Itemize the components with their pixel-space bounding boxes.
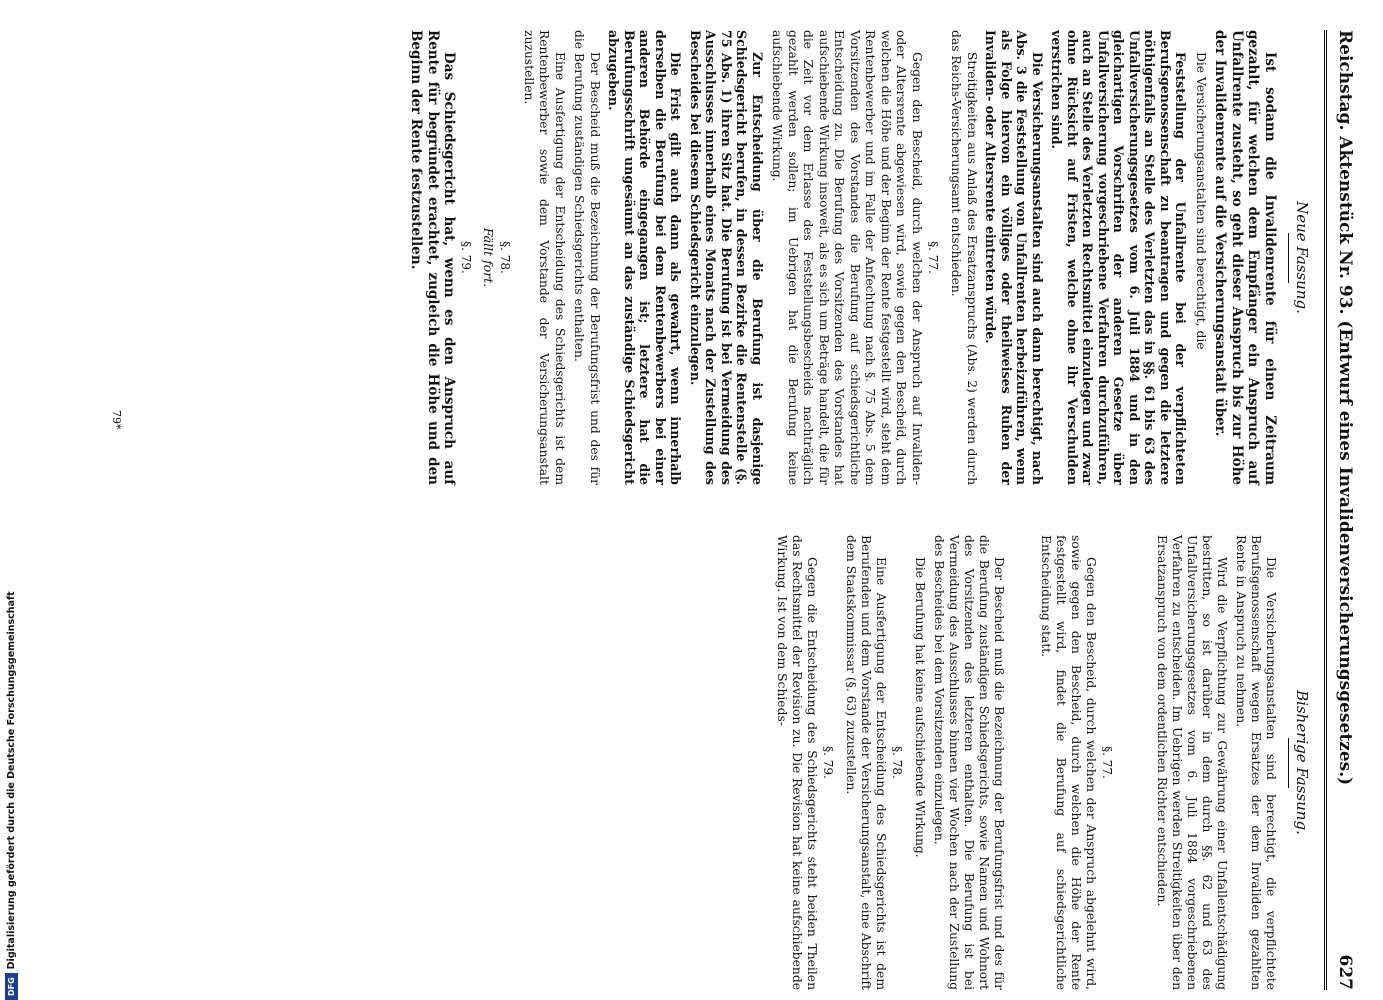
paragraph: Eine Ausfertigung der Entscheidung des Schiedsgerichts ist dem Rentenbewerber sowie dem Vorstande der Versicherungsanstalt zuzustellen. [522,30,567,485]
paragraph: Eine Ausfertigung der Entscheidung des Schiedsgerichts ist dem Berufenden und dem Vorstande der Versicherungsanstalt, eine Abschrift dem Staatskommissar (§. 63) zuzustellen. [844,535,888,990]
omitted-note: Fällt fort. [481,227,497,288]
paragraph: Gegen die Entscheidung des Schiedsgerichts steht beiden Theilen das Rechtsmittel der Revision zu. Die Revision hat keine aufschiebende Wirkung. Ist von dem Schieds- [775,535,819,990]
paragraph: Die Berufung hat keine aufschiebende Wirkung. [913,557,927,858]
paragraph: Der Bescheid muß die Bezeichnung der Berufungsfrist und des für die Berufung zuständigen Schiedsgerichts enthalten. [572,30,602,485]
paragraph: Gegen den Bescheid, durch welchen der Anspruch auf Invaliden- oder Altersrente abgewiesen wird, sowie gegen den Bescheid, durch welchen die Höhe und der Beginn der Rente festgestellt wird, steht dem Rentenbewerber und im Falle der Anfechtung nach §. 75 Abs. 5 dem Vorsitzenden des Vorstandes die Berufung auf schiedsgerichtliche Entscheidung zu. Die Berufung des Vorsitzenden des Vorstandes hat aufschiebende Wirkung insoweit, als es sich um Beträge handelt, die für die Zeit vor dem Erlasse des Feststellungsbescheids nachträglich gezahlt werden sollen; im Uebrigen hat die Berufung keine aufschiebende Wirkung. [770,30,924,485]
column-new-version [404,30,1311,485]
dfg-logo-icon: DFG [5,973,18,1000]
paragraph: Gegen den Bescheid, durch welchen der Anspruch abgelehnt wird, sowie gegen den Bescheid, durch welchen die Höhe der Rente festgestellt wird, findet die Berufung auf schiedsgerichtliche Entscheidung statt. [1039,535,1098,990]
paragraph: Der Bescheid muß die Bezeichnung der Berufungsfrist und des für die Berufung zuständigen Schiedsgerichts, sowie Namen und Wohnort des Vorsitzenden des letzteren enthalten. Die Berufung ist bei Vermeidung des Ausschlusses binnen vier Wochen nach der Zustellung des Bescheides bei dem Vorsitzenden einzulegen. [932,535,1006,990]
title-rule [1288,738,1289,788]
section-heading-78: §. 78. [890,746,904,779]
section-heading-77: §. 77. [1100,746,1114,779]
paragraph: Ist sodann die Invalidenrente für einen Zeitraum gezahlt, für welchen dem Empfänger ein Anspruch auf Unfallrente zusteht, so geht dieser Anspruch bis zur Höhe der Invalidenrente auf die Versicherungsanstalt über. [1212,30,1278,485]
section-heading-77: §. 77. [926,241,940,274]
paragraph: Die Versicherungsanstalten sind auch dann berechtigt, nach Abs. 3 die Feststellung von Unfallrenten herbeizuführen, wenn als Folge hiervon ein völliges oder theilweises Ruhen der Invaliden- oder Altersrente eintreten würde. [983,30,1045,485]
title-rule [1288,233,1289,283]
paragraph: Das Schiedsgericht hat, wenn es den Anspruch auf Rente für begründet erachtet, zugleich die Höhe und den Beginn der Rente festzustellen. [408,30,458,485]
column-title-new: Neue Fassung. [1293,201,1311,314]
page-header [1324,30,1361,990]
signature-mark: 79* [110,410,123,430]
digitization-credit [0,380,22,1000]
paragraph: Zur Entscheidung über die Berufung ist dasjenige Schiedsgericht berufen, in dessen Bezirke die Rentenstelle (§. 75 Abs. 1) ihren Sitz hat. Die Berufung ist bei Vermeidung des Ausschlusses innerhalb eines Monats nach der Zustellung des Bescheides bei diesem Schiedsgericht einzulegen. [688,30,765,485]
column-title-old: Bisherige Fassung. [1293,690,1311,835]
document-page [81,30,1361,990]
section-heading-78: §. 78. [498,241,513,274]
paragraph: Die Versicherungsanstalten sind berechtigt, die verpflichtete Berufsgenossenschaft wegen Ersatzes der dem Invaliden gezahlten Rente in Anspruch zu nehmen. [1234,535,1278,990]
section-heading-79: §. 79. [459,241,474,274]
paragraph: Feststellung der Unfallrente bei der verpflichteten Berufsgenossenschaft zu beantragen und gegen die letztere nöthigenfalls an Stelle des Verletzten das in §§. 61 bis 63 des Unfallversicherungsgesetzes vom 6. Juli 1884 und in den gleichartigen Vorschriften der anderen Gesetze über Unfallversicherung vorgeschriebene Verfahren durchzuführen, auch an Stelle des Verletzten Rechtsmittel einzulegen und zwar ohne Rücksicht auf Fristen, welche ohne ihr Verschulden verstrichen sind. [1049,30,1189,485]
paragraph: Die Versicherungsanstalten sind berechtigt, die [1194,52,1208,350]
paragraph: Wird die Verpflichtung zur Gewährung einer Unfallentschädigung bestritten, so ist darüber in dem durch §§. 62 und 63 des Unfallversicherungsgesetzes vom 6. Juli 1884 vorgeschriebenen Verfahren zu entscheiden. Im Uebrigen werden Streitigkeiten über den Ersatzanspruch von dem ordentlichen Richter entschieden. [1155,535,1229,990]
paragraph: Streitigkeiten aus Anlaß des Ersatzanspruchs (Abs. 2) werden durch das Reichs-Versicherungsamt entschieden. [949,30,979,485]
running-head: Reichstag. Aktenstück Nr. 93. (Entwurf eines Invalidenversicherungsgesetzes.) [1335,30,1355,786]
paragraph: Die Frist gilt auch dann als gewahrt, wenn innerhalb derselben die Berufung bei dem Rentenbewerbers bei einer anderen Behörde eingegangen ist; letztere hat die Berufungsschrift ungesäumt an das zuständige Schiedsgericht abzugeben. [606,30,684,485]
column-previous-version [770,535,1311,990]
section-heading-79: §. 79. [821,746,835,779]
credit-text: Digitalisierung gefördert durch die Deutsche Forschungsgemeinschaft [5,591,17,970]
page-number: 627 [1335,954,1355,990]
